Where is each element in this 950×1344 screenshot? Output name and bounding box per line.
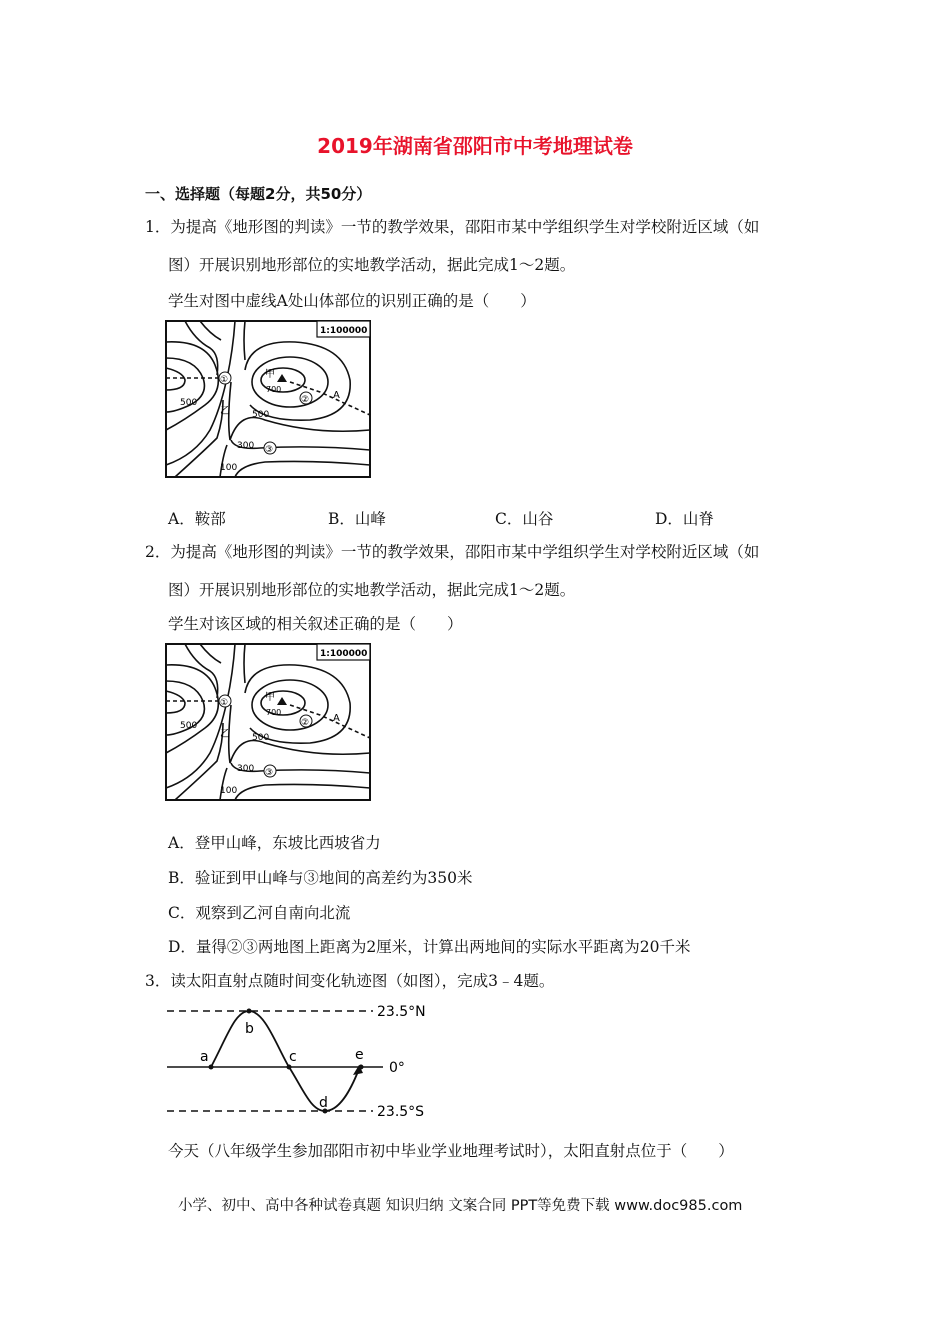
page-title: 2019年湖南省邵阳市中考地理试卷 [317, 134, 633, 158]
q1-stem-line2: 图）开展识别地形部位的实地教学活动，据此完成1～2题。 [168, 256, 576, 274]
q1-stem-line1: 1．为提高《地形图的判读》一节的教学效果，邵阳市某中学组织学生对学校附近区域（如 [145, 218, 760, 236]
contour-label-100: 100 [220, 463, 238, 473]
q3-stem: 3．读太阳直射点随时间变化轨迹图（如图），完成3﹣4题。 [145, 972, 555, 990]
contour-label-500-right: 500 [252, 410, 270, 420]
q2-option-d: D．量得②③两地图上距离为2厘米，计算出两地间的实际水平距离为20千米 [168, 938, 691, 956]
sun-orbit-diagram [165, 997, 445, 1119]
page-footer: 小学、初中、高中各种试卷真题 知识归纳 文案合同 PPT等免费下载 www.doc985.com [178, 1198, 743, 1214]
contour-label-700: 700 [266, 708, 282, 717]
section-heading: 一、选择题（每题2分，共50分） [145, 185, 372, 203]
point-3-label: ③ [265, 445, 274, 455]
q2-option-b: B．验证到甲山峰与③地间的高差约为350米 [168, 869, 473, 887]
point-b-orbit-label: b [245, 1021, 254, 1037]
q3-subquestion: 今天（八年级学生参加邵阳市初中毕业学业地理考试时），太阳直射点位于（ ） [168, 1142, 734, 1160]
river-label: 乙 [220, 406, 230, 417]
q1-option-d: D．山脊 [655, 510, 714, 528]
contour-label-500-left: 500 [180, 721, 198, 731]
q2-subquestion: 学生对该区域的相关叙述正确的是（ ） [168, 615, 463, 633]
point-1-label: ① [220, 698, 229, 708]
map-scale-label: 1:100000 [320, 326, 368, 336]
contour-label-300: 300 [237, 764, 255, 774]
point-a-label: A [333, 713, 340, 724]
contour-label-100: 100 [220, 786, 238, 796]
contour-label-700: 700 [266, 385, 282, 394]
point-c-orbit-label: c [289, 1049, 297, 1065]
point-a-orbit-label: a [200, 1049, 209, 1065]
point-2-label: ② [301, 395, 310, 405]
q2-option-a: A．登甲山峰，东坡比西坡省力 [168, 834, 381, 852]
peak-label: 甲 [265, 692, 275, 703]
q1-subquestion: 学生对图中虚线A处山体部位的识别正确的是（ ） [168, 292, 536, 310]
equator-label: 0° [389, 1060, 405, 1076]
point-3-label: ③ [265, 768, 274, 778]
q1-option-c: C．山谷 [495, 510, 554, 528]
q2-stem-line1: 2．为提高《地形图的判读》一节的教学效果，邵阳市某中学组织学生对学校附近区域（如 [145, 543, 760, 561]
contour-map-1 [165, 320, 371, 478]
point-e-orbit-label: e [355, 1047, 364, 1063]
tropic-cancer-label: 23.5°N [377, 1004, 426, 1020]
peak-label: 甲 [265, 369, 275, 380]
q1-option-b: B．山峰 [328, 510, 386, 528]
tropic-capricorn-label: 23.5°S [377, 1104, 425, 1119]
q2-stem-line2: 图）开展识别地形部位的实地教学活动，据此完成1～2题。 [168, 581, 576, 599]
contour-label-500-left: 500 [180, 398, 198, 408]
point-a-label: A [333, 390, 340, 401]
contour-label-500-right: 500 [252, 733, 270, 743]
contour-map-2 [165, 643, 371, 801]
q1-option-a: A．鞍部 [168, 510, 226, 528]
point-1-label: ① [220, 375, 229, 385]
point-d-orbit-label: d [319, 1095, 328, 1111]
contour-label-300: 300 [237, 441, 255, 451]
q2-option-c: C．观察到乙河自南向北流 [168, 904, 351, 922]
point-2-label: ② [301, 718, 310, 728]
map-scale-label: 1:100000 [320, 649, 368, 659]
river-label: 乙 [220, 729, 230, 740]
